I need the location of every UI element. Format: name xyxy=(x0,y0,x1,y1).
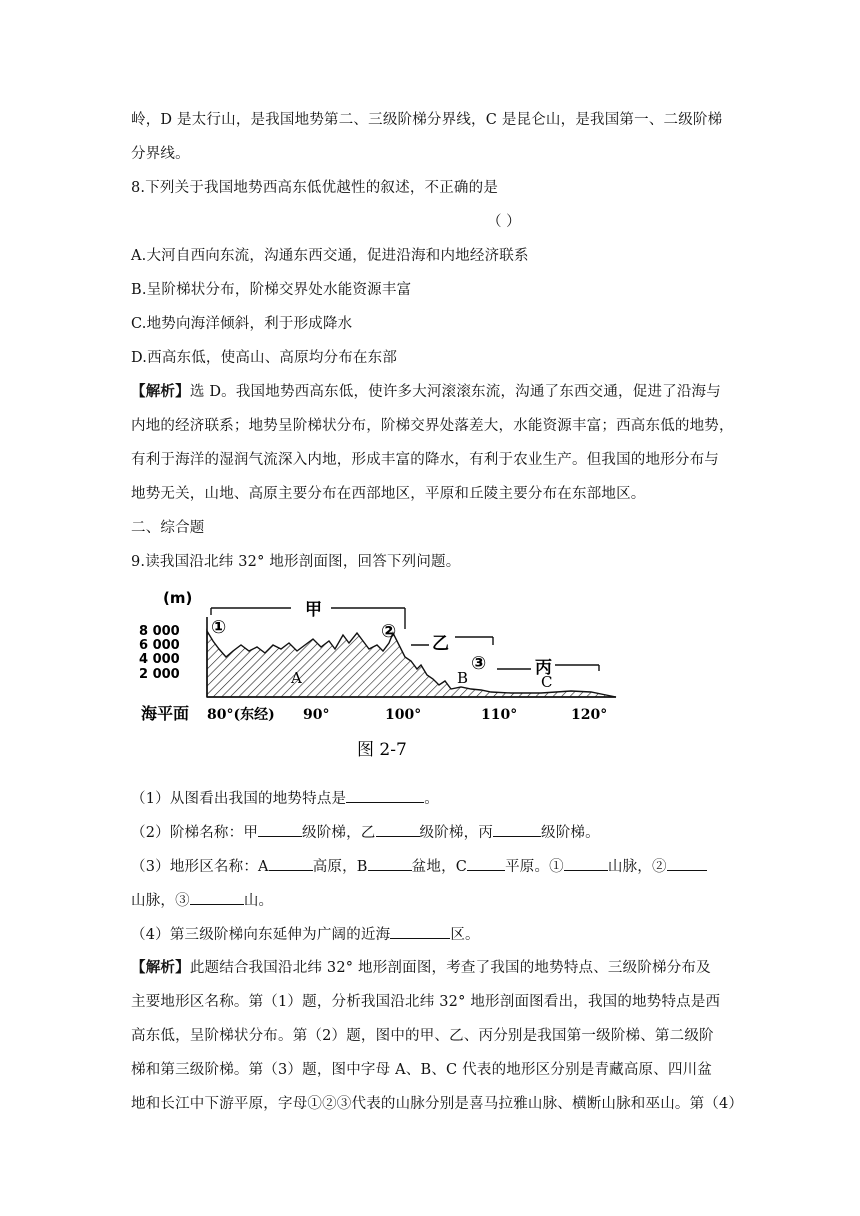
region-label-b: B xyxy=(457,669,469,687)
question-9-stem: 9.读我国沿北纬 32° 地形剖面图，回答下列问题。 xyxy=(131,554,461,570)
figure-caption: 图 2-7 xyxy=(357,740,407,760)
answer-blank[interactable] xyxy=(376,822,420,837)
analysis-line: 有利于海洋的湿润气流深入内地，形成丰富的降水，有利于农业生产。但我国的地形分布与 xyxy=(131,452,719,468)
circled-label-3: ③ xyxy=(471,653,487,674)
answer-blank[interactable] xyxy=(564,856,608,871)
option-b: B.呈阶梯状分布，阶梯交界处水能资源丰富 xyxy=(131,282,412,298)
x-tick: 100° xyxy=(385,707,422,723)
analysis-line: 地和长江中下游平原，字母①②③代表的山脉分别是喜马拉雅山脉、横断山脉和巫山。第（4） xyxy=(131,1096,744,1112)
analysis-line: 内地的经济联系；地势呈阶梯状分布，阶梯交界处落差大，水能资源丰富；西高东低的地势， xyxy=(131,418,734,434)
x-tick: 120° xyxy=(571,707,608,723)
terrain-profile-svg xyxy=(131,575,631,785)
region-label-c: C xyxy=(541,673,553,691)
analysis-line: 梯和第三级阶梯。第（3）题，图中字母 A、B、C 代表的地形区分别是青藏高原、四川盆 xyxy=(131,1062,713,1078)
y-tick: 8 000 xyxy=(139,624,180,639)
analysis-tag: 【解析】 xyxy=(131,383,190,400)
answer-blank[interactable] xyxy=(368,856,412,871)
answer-blank[interactable] xyxy=(467,856,505,871)
step-1-label: 甲 xyxy=(305,600,322,620)
answer-blank[interactable] xyxy=(258,822,302,837)
x-tick: 110° xyxy=(481,707,518,723)
answer-blank[interactable] xyxy=(346,788,424,803)
circled-label-2: ② xyxy=(381,621,397,642)
x-tick: 80°(东经) xyxy=(207,707,275,723)
analysis-line: 地势无关，山地、高原主要分布在西部地区，平原和丘陵主要分布在东部地区。 xyxy=(131,486,646,502)
sea-level-label: 海平面 xyxy=(141,704,190,723)
region-label-a: A xyxy=(291,669,302,687)
sub-question-2: （2）阶梯名称：甲 级阶梯，乙 级阶梯，丙 级阶梯。 xyxy=(131,822,731,843)
y-tick: 4 000 xyxy=(139,652,180,667)
text-line: 岭，D 是太行山，是我国地势第二、三级阶梯分界线，C 是昆仑山，是我国第一、二级阶梯 xyxy=(131,112,723,128)
y-tick: 2 000 xyxy=(139,667,180,682)
y-tick: 6 000 xyxy=(139,638,180,653)
x-tick: 90° xyxy=(303,707,330,723)
step-2-label: 乙 xyxy=(432,634,449,654)
circled-label-1: ① xyxy=(211,617,227,638)
sub-question-3-cont: 山脉，③ 山。 xyxy=(131,890,731,911)
sub-question-3: （3）地形区名称：A 高原，B 盆地，C 平原。① 山脉，② xyxy=(131,856,731,877)
section-heading: 二、综合题 xyxy=(131,520,205,536)
text-line: 分界线。 xyxy=(131,146,190,162)
answer-blank[interactable] xyxy=(269,856,313,871)
answer-parentheses: （ ） xyxy=(487,214,521,230)
answer-blank[interactable] xyxy=(493,822,541,837)
question-8-stem: 8.下列关于我国地势西高东低优越性的叙述，不正确的是 xyxy=(131,180,499,196)
terrain-profile xyxy=(207,631,616,697)
step-3-label: 丙 xyxy=(535,658,552,678)
analysis-tag: 【解析】 xyxy=(131,959,190,976)
analysis-line: 【解析】此题结合我国沿北纬 32° 地形剖面图，考查了我国的地势特点、三级阶梯分布及 xyxy=(131,959,711,976)
option-c: C.地势向海洋倾斜，利于形成降水 xyxy=(131,316,353,332)
analysis-line: 【解析】选 D。我国地势西高东低，使许多大河滚滚东流，沟通了东西交通，促进了沿海与 xyxy=(131,383,721,400)
analysis-line: 高东低，呈阶梯状分布。第（2）题，图中的甲、乙、丙分别是我国第一级阶梯、第二级阶 xyxy=(131,1028,714,1044)
sub-question-1: （1）从图看出我国的地势特点是 。 xyxy=(131,788,731,809)
analysis-line: 主要地形区名称。第（1）题，分析我国沿北纬 32° 地形剖面图看出，我国的地势特点是西 xyxy=(131,994,721,1010)
option-d: D.西高东低，使高山、高原均分布在东部 xyxy=(131,350,398,366)
y-unit: (m) xyxy=(163,589,193,607)
terrain-profile-figure xyxy=(131,575,631,785)
answer-blank[interactable] xyxy=(190,890,244,905)
answer-blank[interactable] xyxy=(390,924,450,939)
sub-question-4: （4）第三级阶梯向东延伸为广阔的近海 区。 xyxy=(131,924,731,945)
answer-blank[interactable] xyxy=(667,856,707,871)
option-a: A.大河自西向东流，沟通东西交通，促进沿海和内地经济联系 xyxy=(131,248,529,264)
